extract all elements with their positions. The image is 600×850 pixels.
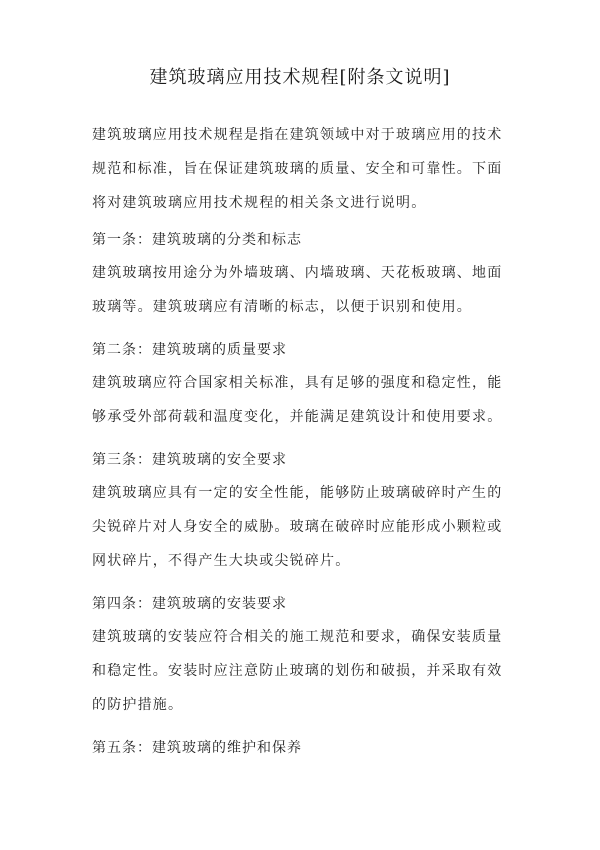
section-body: 建筑玻璃应符合国家相关标准，具有足够的强度和稳定性，能够承受外部荷载和温度变化，并能满足建筑设计和使用要求。 <box>92 375 503 425</box>
section-1 <box>92 228 516 324</box>
section-body: 建筑玻璃应具有一定的安全性能，能够防止玻璃破碎时产生的尖锐碎片对人身安全的威胁。玻璃在破碎时应能形成小颗粒或网状碎片，不得产生大块或尖锐碎片。 <box>92 485 503 569</box>
section-heading: 第二条：建筑玻璃的质量要求 <box>92 342 287 358</box>
section-heading: 第五条：建筑玻璃的维护和保养 <box>92 740 302 756</box>
section-3 <box>92 448 516 578</box>
section-5 <box>92 736 516 760</box>
document-title: 建筑玻璃应用技术规程[附条文说明] <box>149 67 451 88</box>
section-heading: 第四条：建筑玻璃的安装要求 <box>92 596 287 612</box>
section-body: 建筑玻璃的安装应符合相关的施工规范和要求，确保安装质量和稳定性。安装时应注意防止玻璃的划伤和破损，并采取有效的防护措施。 <box>92 629 503 713</box>
section-4 <box>92 592 516 722</box>
section-body: 建筑玻璃按用途分为外墙玻璃、内墙玻璃、天花板玻璃、地面玻璃等。建筑玻璃应有清晰的标志，以便于识别和使用。 <box>92 265 503 315</box>
section-heading: 第三条：建筑玻璃的安全要求 <box>92 452 287 468</box>
intro-paragraph: 建筑玻璃应用技术规程是指在建筑领域中对于玻璃应用的技术规范和标准，旨在保证建筑玻璃的质量、安全和可靠性。下面将对建筑玻璃应用技术规程的相关条文进行说明。 <box>92 127 503 211</box>
section-heading: 第一条：建筑玻璃的分类和标志 <box>92 232 302 248</box>
section-2 <box>92 338 516 434</box>
